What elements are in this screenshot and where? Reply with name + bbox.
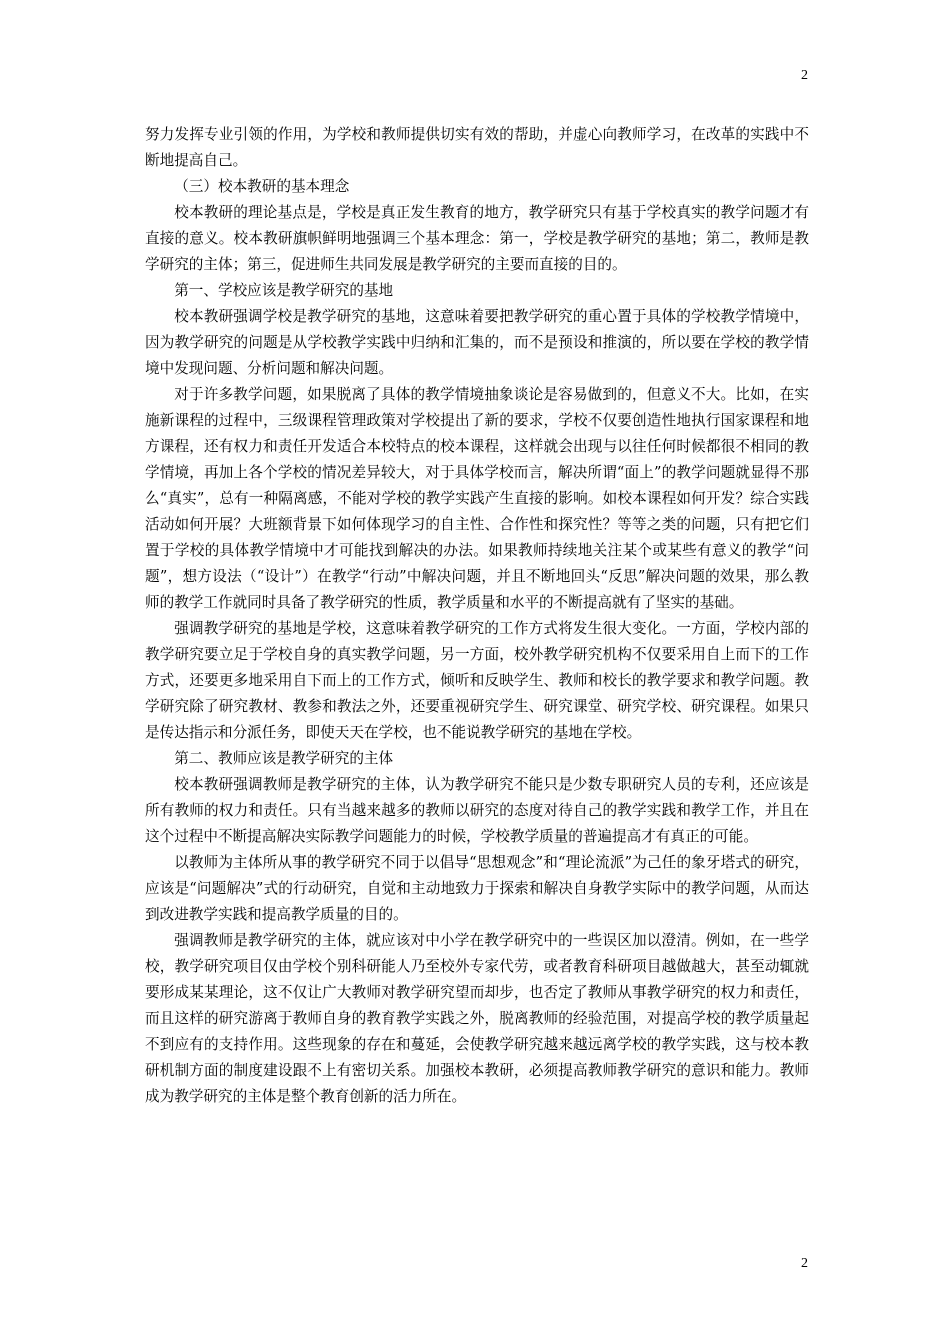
paragraph: 对于许多教学问题，如果脱离了具体的教学情境抽象谈论是容易做到的，但意义不大。比如，在实施新课程的过程中，三级课程管理政策对学校提出了新的要求，学校不仅要创造性地执行国家课程和地方课程，还有权力和责任开发适合本校特点的校本课程，这样就会出现与以往任何时候都很不相同的教学情境，再加上各个学校的情况差异较大，对于具体学校而言，解决所谓“面上”的教学问题就显得不那么“真实”，总有一种隔离感，不能对学校的教学实践产生直接的影响。如校本课程如何开发？综合实践活动如何开展？大班额背景下如何体现学习的自主性、合作性和探究性？等等之类的问题，只有把它们置于学校的具体教学情境中才可能找到解决的办法。如果教师持续地关注某个或某些有意义的教学“问题”，想方设法（“设计”）在教学“行动”中解决问题，并且不断地回头“反思”解决问题的效果，那么教师的教学工作就同时具备了教学研究的性质，教学质量和水平的不断提高就有了坚实的基础。 (145, 386, 809, 611)
document-body (145, 122, 809, 1110)
paragraph: 以教师为主体所从事的教学研究不同于以倡导“思想观念”和“理论流派”为己任的象牙塔式的研究，应该是“问题解决”式的行动研究，自觉和主动地致力于探索和解决自身教学实际中的教学问题，从而达到改进教学实践和提高教学质量的目的。 (145, 854, 809, 923)
subheading-school-base: 第一、学校应该是教学研究的基地 (174, 282, 394, 299)
paragraph: 校本教研强调学校是教学研究的基地，这意味着要把教学研究的重心置于具体的学校教学情境中，因为教学研究的问题是从学校教学实践中归纳和汇集的，而不是预设和推演的，所以要在学校的教学情境中发现问题、分析问题和解决问题。 (145, 308, 809, 377)
paragraph: 校本教研强调教师是教学研究的主体，认为教学研究不能只是少数专职研究人员的专利，还应该是所有教师的权力和责任。只有当越来越多的教师以研究的态度对待自己的教学实践和教学工作，并且在这个过程中不断提高解决实际教学问题能力的时候，学校教学质量的普遍提高才有真正的可能。 (145, 776, 809, 845)
section-heading-basic-concepts: （三）校本教研的基本理念 (174, 178, 350, 195)
subheading-teacher-subject: 第二、教师应该是教学研究的主体 (174, 750, 394, 767)
paragraph: 强调教学研究的基地是学校，这意味着教学研究的工作方式将发生很大变化。一方面，学校内部的教学研究要立足于学校自身的真实教学问题，另一方面，校外教学研究机构不仅要采用自上而下的工作方式，还要更多地采用自下而上的工作方式，倾听和反映学生、教师和校长的教学要求和教学问题。教学研究除了研究教材、教参和教法之外，还要重视研究学生、研究课堂、研究学校、研究课程。如果只是传达指示和分派任务，即使天天在学校，也不能说教学研究的基地在学校。 (145, 620, 809, 741)
paragraph-continued: 努力发挥专业引领的作用，为学校和教师提供切实有效的帮助，并虚心向教师学习，在改革的实践中不断地提高自己。 (145, 126, 809, 169)
page-number-top: 2 (801, 68, 808, 83)
page-number-bottom: 2 (801, 1256, 808, 1271)
paragraph: 校本教研的理论基点是，学校是真正发生教育的地方，教学研究只有基于学校真实的教学问题才有直接的意义。校本教研旗帜鲜明地强调三个基本理念：第一，学校是教学研究的基地；第二，教师是教学研究的主体；第三，促进师生共同发展是教学研究的主要而直接的目的。 (145, 204, 809, 273)
paragraph: 强调教师是教学研究的主体，就应该对中小学在教学研究中的一些误区加以澄清。例如，在一些学校，教学研究项目仅由学校个别科研能人乃至校外专家代劳，或者教育科研项目越做越大，甚至动辄就要形成某某理论，这不仅让广大教师对教学研究望而却步，也否定了教师从事教学研究的权力和责任，而且这样的研究游离于教师自身的教育教学实践之外，脱离教师的经验范围，对提高学校的教学质量起不到应有的支持作用。这些现象的存在和蔓延，会使教学研究越来越远离学校的教学实践，这与校本教研机制方面的制度建设跟不上有密切关系。加强校本教研，必须提高教师教学研究的意识和能力。教师成为教学研究的主体是整个教育创新的活力所在。 (145, 932, 809, 1105)
